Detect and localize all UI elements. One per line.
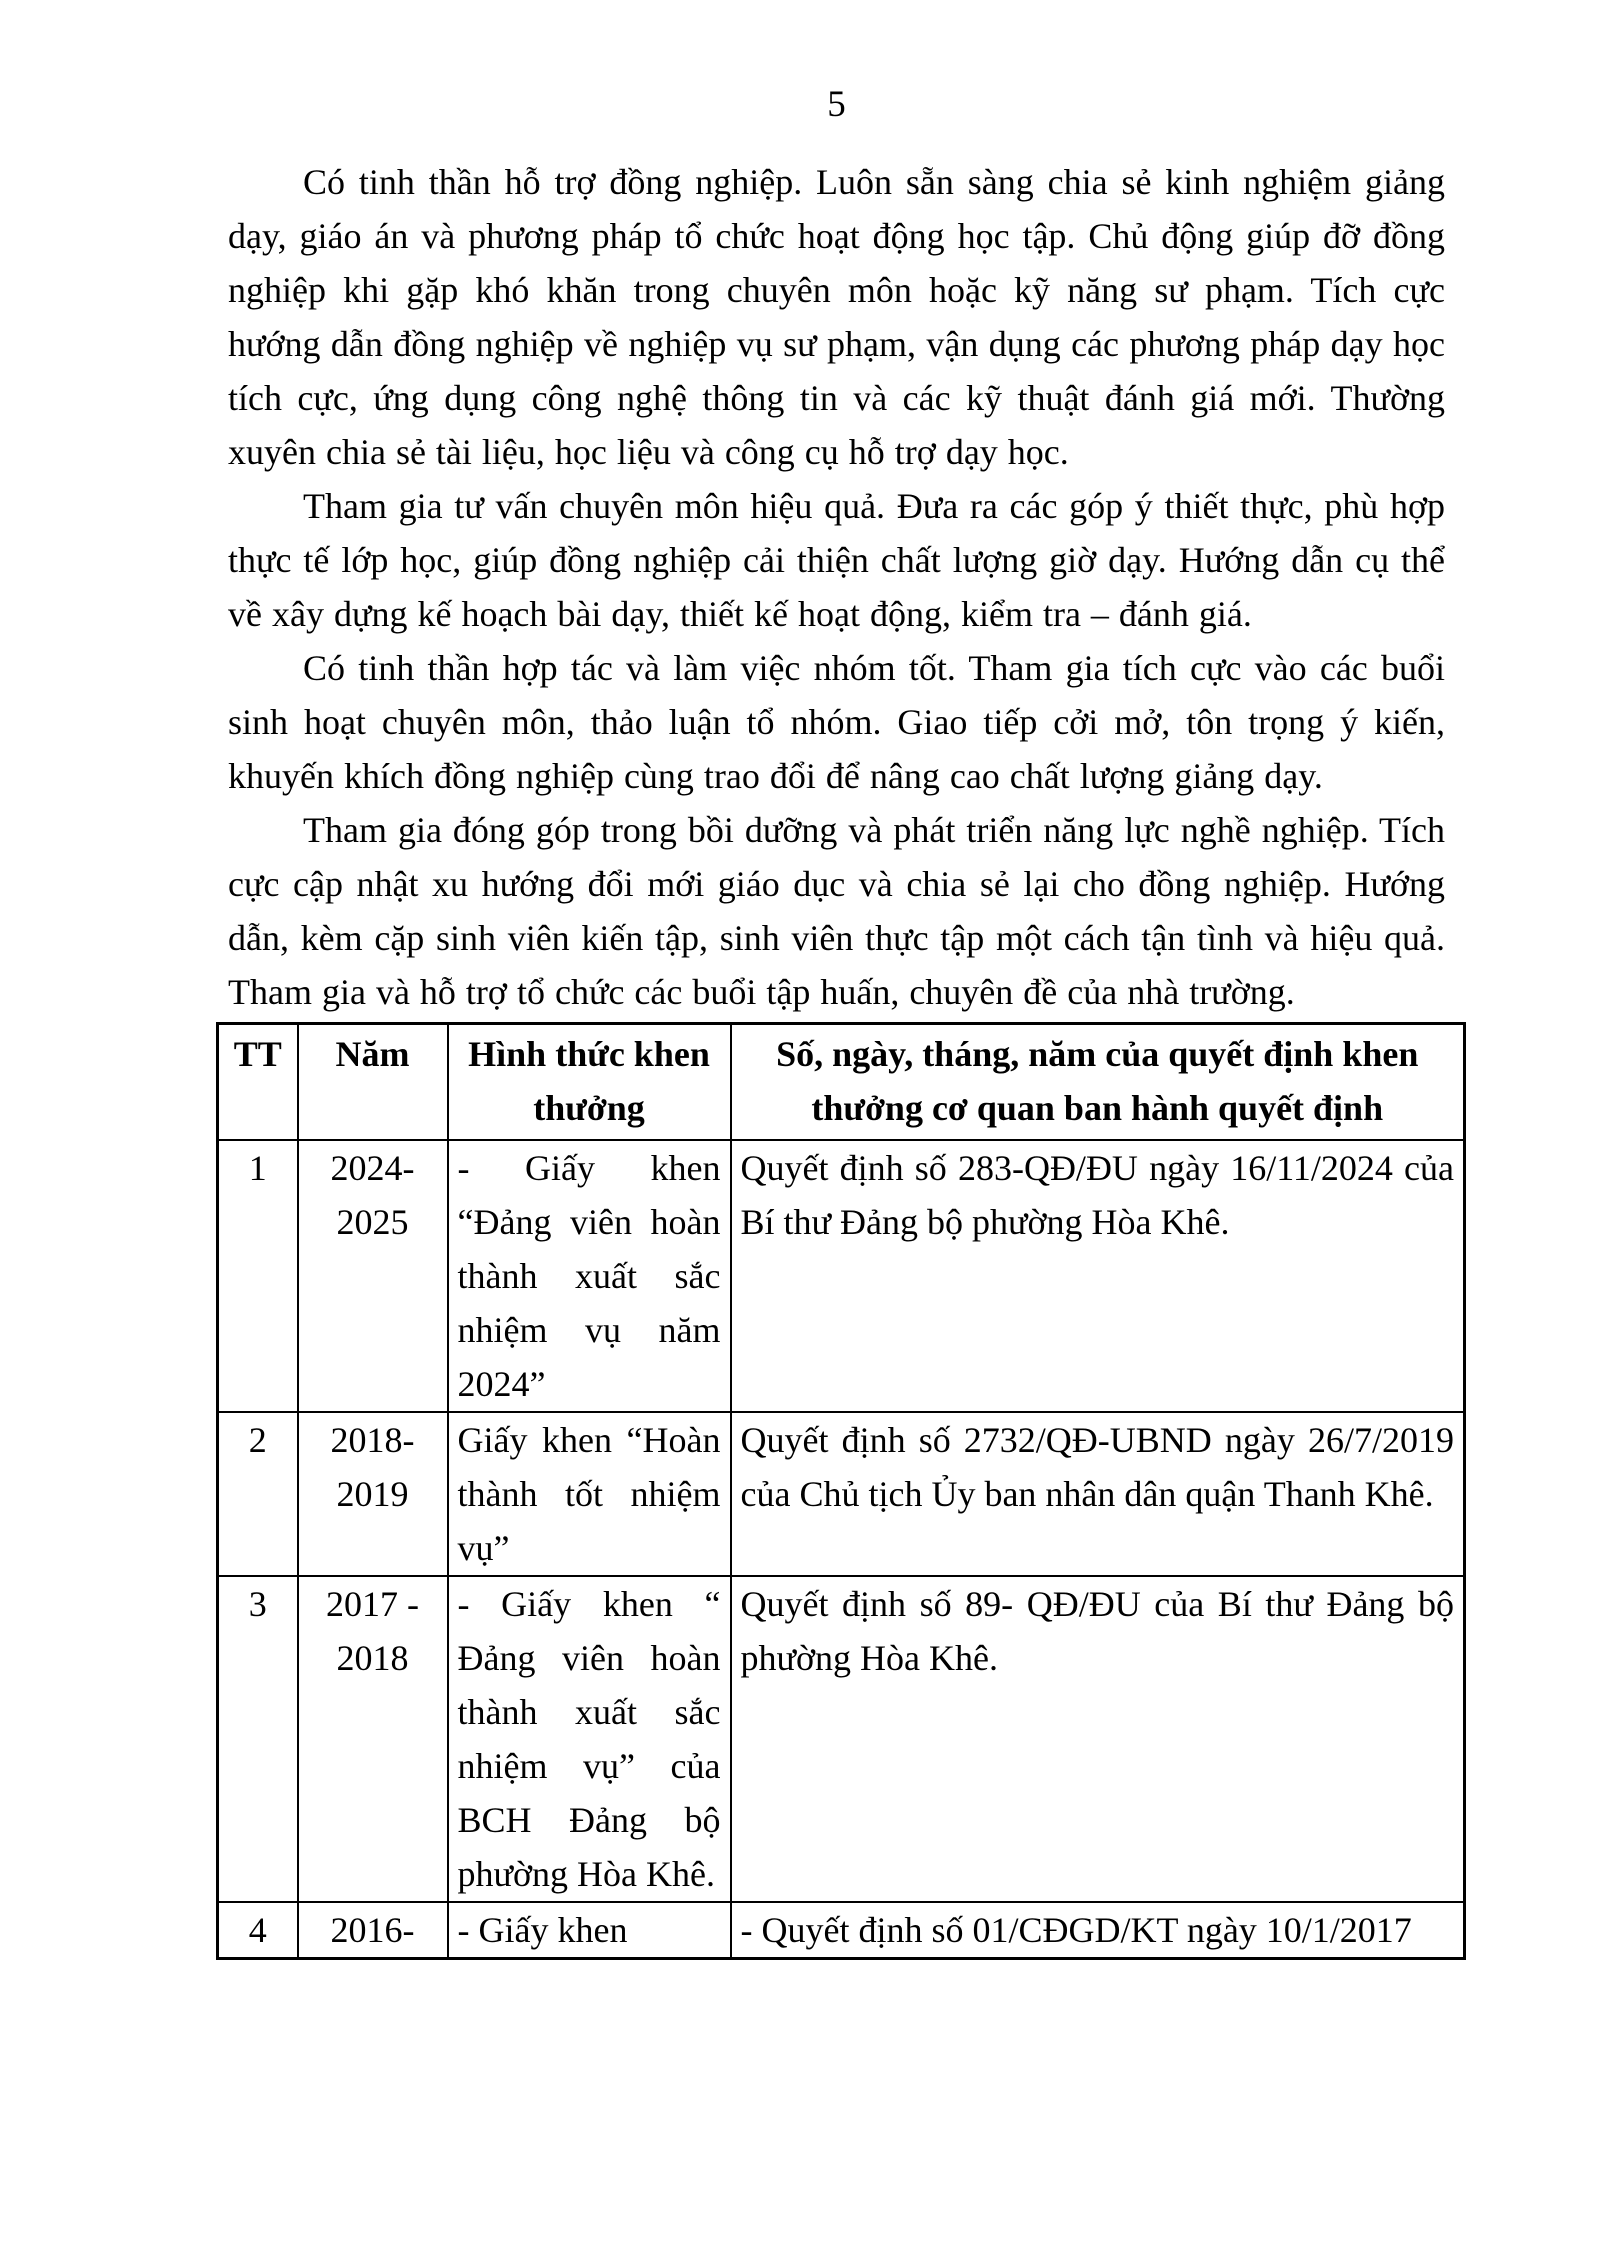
page-number: 5: [827, 84, 846, 125]
col-header-decision: Số, ngày, tháng, năm của quyết định khen thưởng cơ quan ban hành quyết định: [731, 1024, 1465, 1141]
table-row: [218, 1140, 1465, 1412]
awards-table-wrapper: [216, 1022, 1463, 1960]
cell-award-type: - Giấy khen “Đảng viên hoàn thành xuất sắc nhiệm vụ năm 2024”: [448, 1140, 731, 1412]
body-text: [228, 155, 1445, 1019]
body-paragraph-4: Tham gia đóng góp trong bồi dưỡng và phát triển năng lực nghề nghiệp. Tích cực cập nhật xu hướng đổi mới giáo dục và chia sẻ lại cho đồng nghiệp. Hướng dẫn, kèm cặp sinh viên kiến tập, sinh viên thực tập một cách tận tình và hiệu quả. Tham gia và hỗ trợ tổ chức các buổi tập huấn, chuyên đề của nhà trường.: [228, 810, 1445, 1012]
cell-award-type: - Giấy khen: [448, 1902, 731, 1959]
cell-year: 2016-: [298, 1902, 448, 1959]
table-row: [218, 1412, 1465, 1576]
col-header-year: Năm: [298, 1024, 448, 1141]
col-header-tt: TT: [218, 1024, 298, 1141]
cell-year: 2018-2019: [298, 1412, 448, 1576]
cell-tt: 4: [218, 1902, 298, 1959]
awards-table: [216, 1022, 1466, 1960]
cell-year: 2024-2025: [298, 1140, 448, 1412]
cell-decision: Quyết định số 2732/QĐ-UBND ngày 26/7/2019 của Chủ tịch Ủy ban nhân dân quận Thanh Khê.: [731, 1412, 1465, 1576]
page-content: [228, 0, 1454, 1960]
cell-decision: - Quyết định số 01/CĐGD/KT ngày 10/1/2017: [731, 1902, 1465, 1959]
body-paragraph-1: Có tinh thần hỗ trợ đồng nghiệp. Luôn sẵn sàng chia sẻ kinh nghiệm giảng dạy, giáo án và phương pháp tổ chức hoạt động học tập. Chủ động giúp đỡ đồng nghiệp khi gặp khó khăn trong chuyên môn hoặc kỹ năng sư phạm. Tích cực hướng dẫn đồng nghiệp về nghiệp vụ sư phạm, vận dụng các phương pháp dạy học tích cực, ứng dụng công nghệ thông tin và các kỹ thuật đánh giá mới. Thường xuyên chia sẻ tài liệu, học liệu và công cụ hỗ trợ dạy học.: [228, 162, 1445, 472]
cell-award-type: Giấy khen “Hoàn thành tốt nhiệm vụ”: [448, 1412, 731, 1576]
cell-year: 2017 - 2018: [298, 1576, 448, 1902]
body-paragraph-2: Tham gia tư vấn chuyên môn hiệu quả. Đưa ra các góp ý thiết thực, phù hợp thực tế lớp học, giúp đồng nghiệp cải thiện chất lượng giờ dạy. Hướng dẫn cụ thể về xây dựng kế hoạch bài dạy, thiết kế hoạt động, kiểm tra – đánh giá.: [228, 486, 1445, 634]
cell-tt: 3: [218, 1576, 298, 1902]
col-header-award: Hình thức khen thưởng: [448, 1024, 731, 1141]
cell-tt: 2: [218, 1412, 298, 1576]
table-header-row: [218, 1024, 1465, 1141]
cell-award-type: - Giấy khen “ Đảng viên hoàn thành xuất sắc nhiệm vụ” của BCH Đảng bộ phường Hòa Khê.: [448, 1576, 731, 1902]
body-paragraph-3: Có tinh thần hợp tác và làm việc nhóm tốt. Tham gia tích cực vào các buổi sinh hoạt chuyên môn, thảo luận tổ nhóm. Giao tiếp cởi mở, tôn trọng ý kiến, khuyến khích đồng nghiệp cùng trao đổi để nâng cao chất lượng giảng dạy.: [228, 648, 1445, 796]
cell-decision: Quyết định số 283-QĐ/ĐU ngày 16/11/2024 của Bí thư Đảng bộ phường Hòa Khê.: [731, 1140, 1465, 1412]
table-row: [218, 1902, 1465, 1959]
cell-tt: 1: [218, 1140, 298, 1412]
cell-decision: Quyết định số 89- QĐ/ĐU của Bí thư Đảng bộ phường Hòa Khê.: [731, 1576, 1465, 1902]
table-row: [218, 1576, 1465, 1902]
